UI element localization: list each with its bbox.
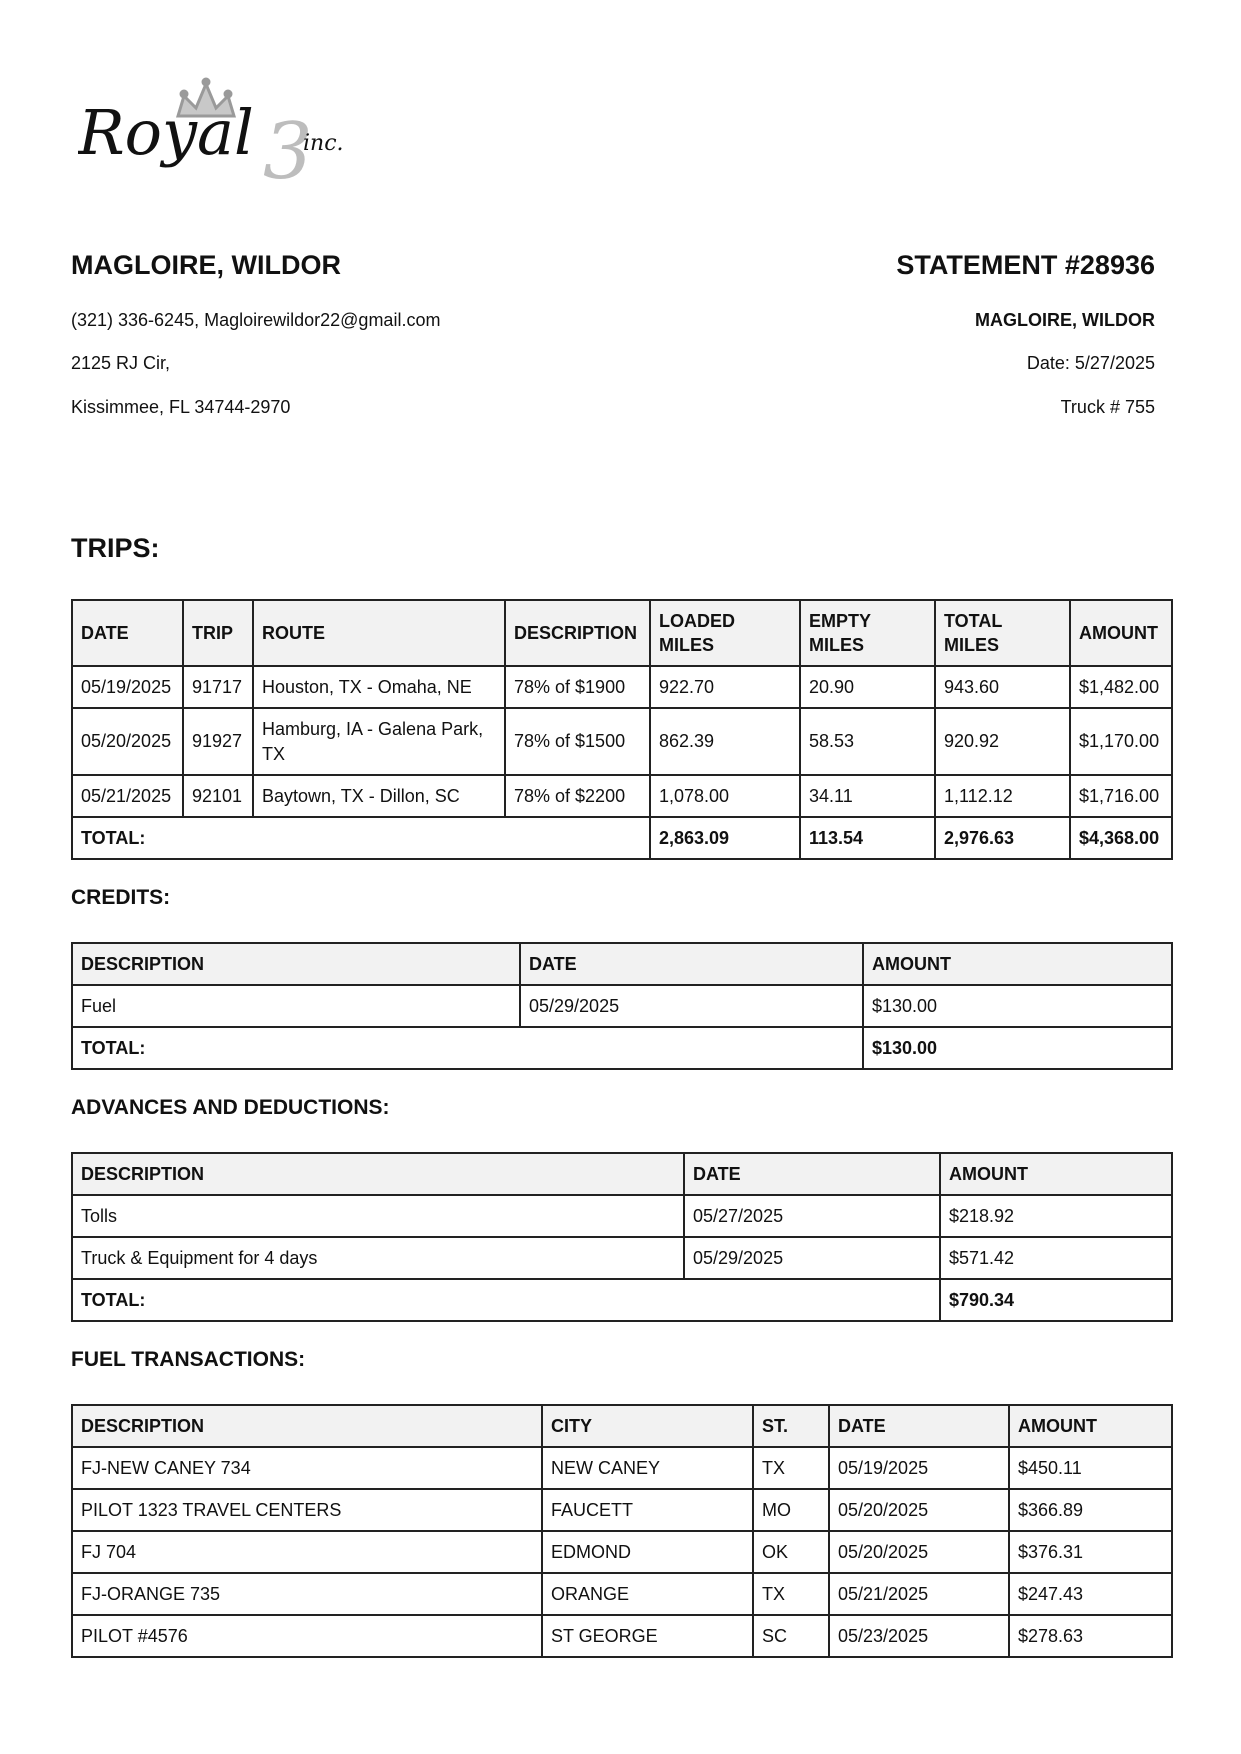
driver-name: MAGLOIRE, WILDOR — [71, 250, 341, 280]
total-loaded-miles: 2,863.09 — [650, 817, 800, 859]
col-header: LOADED MILES — [650, 600, 800, 666]
trip-loaded-miles: 862.39 — [650, 708, 800, 775]
table-row — [72, 1489, 1172, 1531]
col-header: CITY — [542, 1405, 753, 1447]
trip-amount: $1,482.00 — [1070, 666, 1172, 708]
credit-description: Fuel — [72, 985, 520, 1027]
logo-suffix: inc. — [303, 131, 344, 156]
col-header: AMOUNT — [1009, 1405, 1172, 1447]
fuel-amount: $366.89 — [1009, 1489, 1172, 1531]
deduction-amount: $571.42 — [940, 1237, 1172, 1279]
credits-title: CREDITS: — [71, 886, 171, 909]
statement-title: STATEMENT #28936 — [896, 250, 1155, 280]
deduction-amount: $218.92 — [940, 1195, 1172, 1237]
trip-total-miles: 1,112.12 — [935, 775, 1070, 817]
fuel-state: TX — [753, 1447, 829, 1489]
deduction-description: Truck & Equipment for 4 days — [72, 1237, 684, 1279]
trip-date: 05/20/2025 — [72, 708, 183, 775]
trips-title: TRIPS: — [71, 533, 160, 563]
driver-address-line1: 2125 RJ Cir, — [71, 353, 171, 373]
col-header: TRIP — [183, 600, 253, 666]
table-row — [72, 1615, 1172, 1657]
truck-number: Truck # 755 — [1060, 397, 1155, 417]
table-row — [72, 775, 1172, 817]
trip-route: Houston, TX - Omaha, NE — [253, 666, 505, 708]
fuel-date: 05/19/2025 — [829, 1447, 1009, 1489]
fuel-state: OK — [753, 1531, 829, 1573]
col-header: ROUTE — [253, 600, 505, 666]
table-row — [72, 1573, 1172, 1615]
table-row — [72, 985, 1172, 1027]
col-header: AMOUNT — [863, 943, 1172, 985]
trip-loaded-miles: 1,078.00 — [650, 775, 800, 817]
advances-title: ADVANCES AND DEDUCTIONS: — [71, 1096, 390, 1119]
col-header: DESCRIPTION — [72, 943, 520, 985]
fuel-amount: $278.63 — [1009, 1615, 1172, 1657]
total-amount: $4,368.00 — [1070, 817, 1172, 859]
fuel-description: FJ-ORANGE 735 — [72, 1573, 542, 1615]
table-row — [72, 666, 1172, 708]
trip-route: Hamburg, IA - Galena Park, TX — [253, 708, 505, 775]
col-header: DESCRIPTION — [72, 1405, 542, 1447]
credits-header-row — [72, 943, 1172, 985]
table-row — [72, 1195, 1172, 1237]
fuel-date: 05/21/2025 — [829, 1573, 1009, 1615]
trip-amount: $1,170.00 — [1070, 708, 1172, 775]
total-label: TOTAL: — [72, 817, 650, 859]
statement-date: Date: 5/27/2025 — [1026, 353, 1155, 373]
fuel-date: 05/20/2025 — [829, 1489, 1009, 1531]
fuel-header-row — [72, 1405, 1172, 1447]
fuel-city: FAUCETT — [542, 1489, 753, 1531]
company-logo — [78, 76, 388, 192]
fuel-description: PILOT #4576 — [72, 1615, 542, 1657]
col-header: DATE — [72, 600, 183, 666]
fuel-city: ORANGE — [542, 1573, 753, 1615]
trip-number: 92101 — [183, 775, 253, 817]
fuel-title: FUEL TRANSACTIONS: — [71, 1348, 306, 1371]
trip-route: Baytown, TX - Dillon, SC — [253, 775, 505, 817]
table-row — [72, 1447, 1172, 1489]
col-header: TOTAL MILES — [935, 600, 1070, 666]
col-header: ST. — [753, 1405, 829, 1447]
trip-date: 05/19/2025 — [72, 666, 183, 708]
fuel-description: PILOT 1323 TRAVEL CENTERS — [72, 1489, 542, 1531]
table-row — [72, 1531, 1172, 1573]
credits-table — [71, 942, 1173, 1070]
fuel-city: EDMOND — [542, 1531, 753, 1573]
trip-total-miles: 943.60 — [935, 666, 1070, 708]
fuel-date: 05/20/2025 — [829, 1531, 1009, 1573]
trip-empty-miles: 34.11 — [800, 775, 935, 817]
col-header: DATE — [520, 943, 863, 985]
advances-table — [71, 1152, 1173, 1322]
credit-amount: $130.00 — [863, 985, 1172, 1027]
fuel-date: 05/23/2025 — [829, 1615, 1009, 1657]
fuel-state: MO — [753, 1489, 829, 1531]
table-row — [72, 708, 1172, 775]
logo-word: Royal — [78, 96, 254, 169]
col-header: AMOUNT — [940, 1153, 1172, 1195]
col-header: DESCRIPTION — [72, 1153, 684, 1195]
fuel-city: NEW CANEY — [542, 1447, 753, 1489]
trip-number: 91927 — [183, 708, 253, 775]
trip-date: 05/21/2025 — [72, 775, 183, 817]
fuel-amount: $247.43 — [1009, 1573, 1172, 1615]
statement-driver-name: MAGLOIRE, WILDOR — [975, 310, 1155, 330]
col-header: DATE — [829, 1405, 1009, 1447]
fuel-amount: $450.11 — [1009, 1447, 1172, 1489]
fuel-state: SC — [753, 1615, 829, 1657]
trip-description: 78% of $1500 — [505, 708, 650, 775]
total-label: TOTAL: — [72, 1279, 940, 1321]
fuel-table — [71, 1404, 1173, 1658]
trip-description: 78% of $1900 — [505, 666, 650, 708]
trip-amount: $1,716.00 — [1070, 775, 1172, 817]
fuel-state: TX — [753, 1573, 829, 1615]
total-label: TOTAL: — [72, 1027, 863, 1069]
trip-total-miles: 920.92 — [935, 708, 1070, 775]
trips-table — [71, 599, 1173, 860]
fuel-description: FJ 704 — [72, 1531, 542, 1573]
logo-numeral: 3 — [263, 107, 313, 192]
trips-total-row — [72, 817, 1172, 859]
deduction-date: 05/29/2025 — [684, 1237, 940, 1279]
advances-total-row — [72, 1279, 1172, 1321]
total-amount: $790.34 — [940, 1279, 1172, 1321]
trip-number: 91717 — [183, 666, 253, 708]
fuel-description: FJ-NEW CANEY 734 — [72, 1447, 542, 1489]
col-header: DESCRIPTION — [505, 600, 650, 666]
advances-header-row — [72, 1153, 1172, 1195]
col-header: AMOUNT — [1070, 600, 1172, 666]
deduction-date: 05/27/2025 — [684, 1195, 940, 1237]
col-header: DATE — [684, 1153, 940, 1195]
table-row — [72, 1237, 1172, 1279]
trips-header-row — [72, 600, 1172, 666]
trip-empty-miles: 20.90 — [800, 666, 935, 708]
credits-total-row — [72, 1027, 1172, 1069]
driver-address-line2: Kissimmee, FL 34744-2970 — [71, 397, 291, 417]
fuel-amount: $376.31 — [1009, 1531, 1172, 1573]
credit-date: 05/29/2025 — [520, 985, 863, 1027]
total-amount: $130.00 — [863, 1027, 1172, 1069]
deduction-description: Tolls — [72, 1195, 684, 1237]
total-miles: 2,976.63 — [935, 817, 1070, 859]
trip-empty-miles: 58.53 — [800, 708, 935, 775]
trip-description: 78% of $2200 — [505, 775, 650, 817]
fuel-city: ST GEORGE — [542, 1615, 753, 1657]
trip-loaded-miles: 922.70 — [650, 666, 800, 708]
driver-contact: (321) 336-6245, Magloirewildor22@gmail.com — [71, 310, 441, 330]
col-header: EMPTY MILES — [800, 600, 935, 666]
total-empty-miles: 113.54 — [800, 817, 935, 859]
